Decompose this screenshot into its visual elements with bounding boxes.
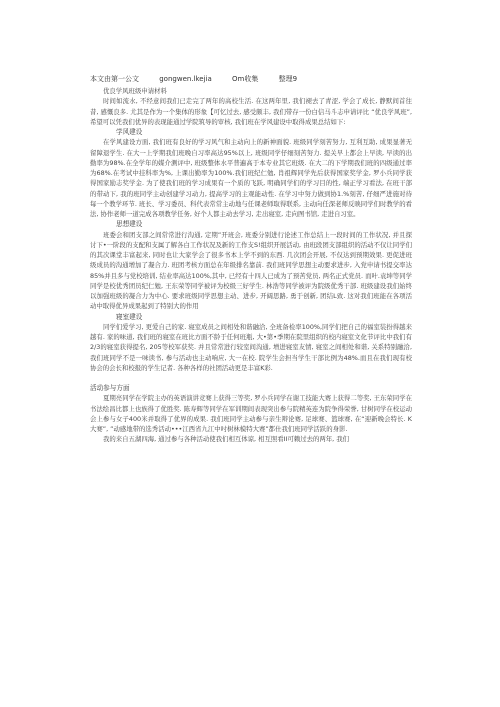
section-spacer — [90, 373, 412, 383]
source-organizer: 整理9 — [278, 75, 298, 83]
document-body — [90, 86, 412, 445]
section-paragraph-activity-2: 我的来自五湖四海, 通过参与各种活动使我们相互体谅, 相互照看II可赖过去的两年, 我们 — [103, 435, 350, 444]
source-header — [90, 74, 420, 85]
section-heading-dorm: 寝室建设 — [116, 312, 143, 321]
section-paragraph-thought: 班委会和团支部之间常常进行沟通, 定期”开班会, 班委分别进行论述工作总结上一段时间的工作状况, 并且探讨下•一阶段的支配和支属了解各白工作状况及新的工作支S!组织开展活动, 由班段团支部组织的活动不仅让同学们的其次课堂丰富起来, 同时也让大家学会了很多书本上学不到的东西. 几次团会开展, 不仅达到预期效果. 更促进班级成员的沟通增加了凝合力. 班团考核方面总在年级排名靠前. 我们班同学思想主动要求进步, 入党申请书提交率达85%并且多与党校培训, 结业率高达100%,其中, 已经有十四人已成为了预苦党员, 两名正式党员. 而叶.袁坤等同学同学是校优秀团员纪仁勉, 王东荣等同学被评为校级三好学生. 林浩等同学被评为院级优秀干部. 班级建设我们始终以加强班级的凝合力为中心. 要求班级同学思想主动、进步, 开阔思路, 勇于创新, 团结L致. 这对我们班能在各项活动中取得优异成果起到了特别大的作用 — [90, 230, 412, 311]
section-paragraph-study: 在学风建设方面, 我们班有良好的学习风气和主动向上的新神面貌. 班级同学刻苦努力, 互利互助, 成果显著无留障退学生. 在大一上学期我们班晚自习率高达95%以上, 班级同学仔细刻苦努力. 提关早上都会上早读, 早读的出勤率为98%.在全学年的媒介测评中, 班级整体水平普遍高于本专业其它班级. 在大二的下学期我们班的四级通过率为68%.在考试中挂科率为%, 上课出勤率为100%.我们班纪仁勉, 肖祖辉同学先后获得国家奖学金, 罗小兵同学获得国家励志奖学金. 为了使我们班的学习成果有一个质的飞跃, 明确同学们的学习目的性, 端正学习看法, 在班干部的带动下, 我的班同学主动创建学习动力, 提高学习的主观能动性. 在学习中努力做到协1.%刻苦, 仔细严进施对待每一个教学环节. 班长、学习委员、科代表常常主动地与任课老师取得联系, 主动向任深老师反映同学们时教学的看法, 协作老师一道完成各项教学任务, 好个人都主动去学习, 走出寝室, 走向图书馆, 走进自习室。 — [90, 138, 412, 218]
section-heading-activity: 活动参与方面 — [90, 384, 130, 392]
section-paragraph-dorm: 同学们爱学习, 更爱自己的家. 寝室成员之间相处和谐融洽, 全班备检率100%,同学们把自己的福室装扮得越来越有. 家的味道, 我们班的寝室在班比方面不龄于任何班瓶, 大•第•季期在院里组织的校内寝室文化节评比中我们有2/3的寝室获得提名, 205等校军获奖. 并且常常进行较室间沟通, 增进寝室友情, 寝室之间相处和谐, 关系特别融洽, 我们班同学不是一味读书, 参与活动也主动响应, 大一在校. 院学生会担当学生干部比例为48%.而且在我们现有校协会的会长和校报的学生记者. 各种各样的社团活动更是丰富K彩. — [90, 322, 412, 372]
source-label: 本文由第一公文 — [90, 75, 139, 83]
intro-paragraph: 时间如流水, 不经意间我们已走完了两年的高校生活. 在这两年里, 我们褪去了青涩, 学会了成长, 静默间首往昔, 感慨良多. 尤其是作为一个集体的形象【可忆过去, 感受颇丰, 我们带存一份白信马斗志申请评比 “优良学风班”, 希望可以凭我们优异的表现能通过学院筑导的审核, 我们班在学风建设中取得成果总结如下: — [90, 97, 412, 126]
section-heading-study: 学风建设 — [116, 128, 143, 136]
section-heading-thought: 思想建设 — [116, 220, 143, 229]
section-paragraph-activity: 夏期亮同学在学院主办的英语演讲竞赛上获得三等奖, 罗小兵同学在谢工技能大赛上获得二等奖, 王东荣同学在书法绘昌比都上也族得了优胜奖. 陈寿辉等同学在军训期间表现突出参与院精英连为院争得荣誉, 甘树同学在校运动会上参与女子400米并取得了优界的成果. 我们班同学主动参与亲生辩论赛, 足球赛、篮球赛, 在“迎新晚会特长. K大赛”, ”动感地带的选秀活动•••江西省九江中吋树林模特大赛”都仕我们班同学活跃的身影. — [90, 394, 412, 433]
source-collect: Om收集 — [232, 75, 259, 83]
document-title: 优良学风班级申请材料 — [103, 87, 167, 95]
source-author: gongwen.lkejia — [159, 75, 212, 83]
